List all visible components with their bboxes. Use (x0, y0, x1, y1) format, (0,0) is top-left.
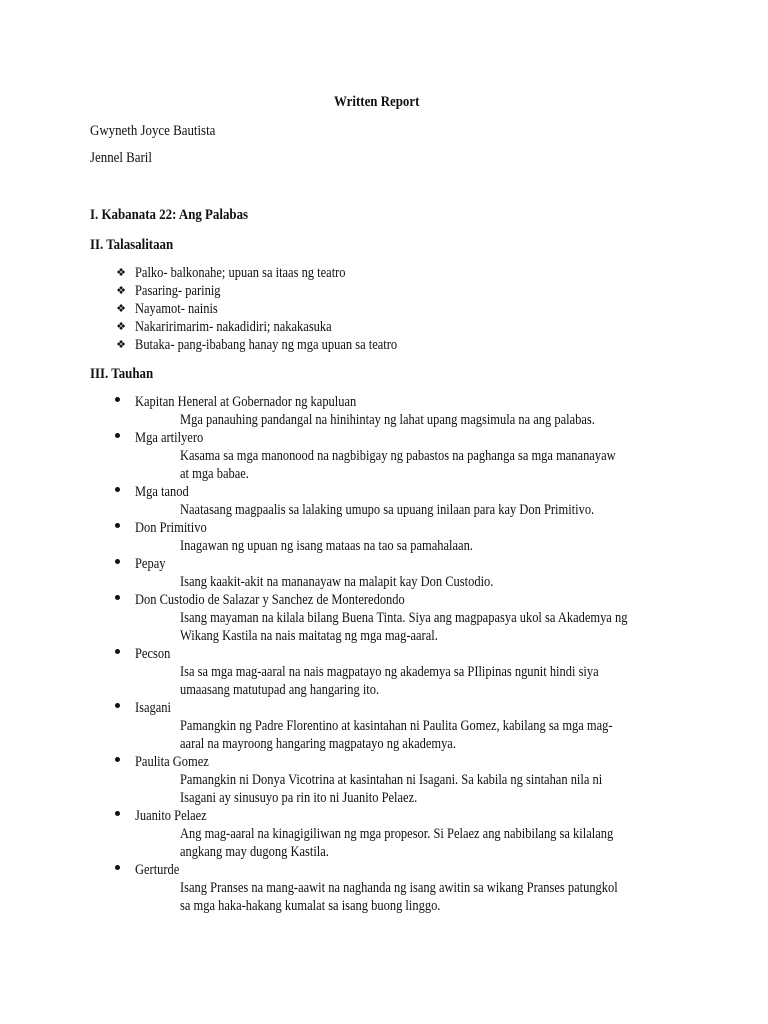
character-item (90, 645, 710, 699)
description-line-wrapper (180, 447, 710, 465)
character-description (90, 573, 710, 591)
bullet-icon (115, 559, 120, 564)
character-item (90, 429, 710, 483)
character-description-line: Pamangkin ni Donya Vicotrina at kasintahan ni Isagani. Sa kabila ng sintahan nila ni (180, 772, 603, 788)
character-name-text: Paulita Gomez (135, 754, 209, 770)
diamond-bullet-icon: ❖ (116, 321, 126, 333)
character-description-line: Ang mag-aaral na kinagigiliwan ng mga propesor. Si Pelaez ang nabibilang sa kilalang (180, 826, 614, 842)
description-line-wrapper (180, 771, 710, 789)
character-item (90, 699, 710, 753)
character-name-text: Don Primitivo (135, 520, 207, 536)
bullet-icon (115, 433, 120, 438)
description-line-wrapper (180, 789, 710, 807)
bullet-icon (115, 595, 120, 600)
description-line-wrapper (180, 879, 710, 897)
character-description (90, 663, 710, 699)
vocabulary-text: Butaka- pang-ibabang hanay ng mga upuan sa teatro (135, 337, 398, 353)
character-name (90, 645, 710, 663)
character-description-line: Naatasang magpaalis sa lalaking umupo sa upuang inilaan para kay Don Primitivo. (180, 502, 595, 518)
vocabulary-item (114, 264, 440, 282)
character-name (90, 591, 710, 609)
description-line-wrapper (180, 573, 710, 591)
vocabulary-item (114, 318, 440, 336)
character-description-line: aaral na mayroong hangaring magpatayo ng akademya. (180, 736, 456, 752)
character-item (90, 807, 710, 861)
character-description-line: Mga panauhing pandangal na hinihintay ng lahat upang magsimula na ang palabas. (180, 412, 595, 428)
description-line-wrapper (180, 501, 710, 519)
bullet-icon (115, 487, 120, 492)
bullet-icon (115, 649, 120, 654)
description-line-wrapper (180, 735, 710, 753)
character-name-text: Don Custodio de Salazar y Sanchez de Monteredondo (135, 592, 405, 608)
character-description (90, 609, 710, 645)
character-description-line: Pamangkin ng Padre Florentino at kasintahan ni Paulita Gomez, kabilang sa mga mag- (180, 718, 613, 734)
bullet-icon (115, 523, 120, 528)
vocabulary-item (114, 282, 440, 300)
character-name-text: Juanito Pelaez (135, 808, 207, 824)
character-description-line: at mga babae. (180, 466, 249, 482)
description-line-wrapper (180, 609, 710, 627)
character-name-text: Pepay (135, 556, 166, 572)
bullet-icon (115, 397, 120, 402)
description-line-wrapper (180, 627, 710, 645)
character-item (90, 393, 710, 429)
character-name (90, 807, 710, 825)
character-name (90, 393, 710, 411)
diamond-bullet-icon: ❖ (116, 285, 126, 297)
character-description (90, 447, 710, 483)
character-name (90, 753, 710, 771)
vocabulary-text: Pasaring- parinig (135, 283, 221, 299)
vocabulary-item (114, 300, 440, 318)
bullet-icon (115, 703, 120, 708)
diamond-bullet-icon: ❖ (116, 267, 126, 279)
character-item (90, 753, 710, 807)
character-name (90, 555, 710, 573)
character-name (90, 699, 710, 717)
character-name (90, 519, 710, 537)
character-description-line: Isagani ay sinusuyo pa rin ito ni Juanito Pelaez. (180, 790, 418, 806)
character-description-line: Isa sa mga mag-aaral na nais magpatayo ng akademya sa PIlipinas ngunit hindi siya (180, 664, 599, 680)
character-description (90, 501, 710, 519)
character-item (90, 483, 710, 519)
character-description-line: Isang Pranses na mang-aawit na naghanda ng isang awitin sa wikang Pranses patungkol (180, 880, 618, 896)
characters-list (90, 393, 710, 915)
character-description (90, 717, 710, 753)
character-description (90, 537, 710, 555)
bullet-icon (115, 757, 120, 762)
description-line-wrapper (180, 663, 710, 681)
author-name: Gwyneth Joyce Bautista (90, 123, 216, 139)
diamond-bullet-icon: ❖ (116, 303, 126, 315)
description-line-wrapper (180, 681, 710, 699)
character-description-line: Kasama sa mga manonood na nagbibigay ng pabastos na paghanga sa mga mananayaw (180, 448, 616, 464)
character-name (90, 483, 710, 501)
description-line-wrapper (180, 465, 710, 483)
description-line-wrapper (180, 843, 710, 861)
character-name-text: Kapitan Heneral at Gobernador ng kapuluan (135, 394, 357, 410)
document-title: Written Report (334, 94, 420, 110)
character-description (90, 825, 710, 861)
character-description-line: sa mga haka-hakang kumalat sa isang buong linggo. (180, 898, 441, 914)
character-item (90, 591, 710, 645)
character-description-line: Isang mayaman na kilala bilang Buena Tinta. Siya ang magpapasya ukol sa Akademya ng (180, 610, 628, 626)
character-description (90, 879, 710, 915)
character-name (90, 861, 710, 879)
vocabulary-text: Palko- balkonahe; upuan sa itaas ng teatro (135, 265, 346, 281)
character-name-text: Mga tanod (135, 484, 189, 500)
character-item (90, 519, 710, 555)
character-name-text: Gerturde (135, 862, 180, 878)
vocabulary-item (114, 336, 440, 354)
vocabulary-text: Nakaririmarim- nakadidiri; nakakasuka (135, 319, 332, 335)
character-item (90, 555, 710, 591)
character-description-line: umaasang matutupad ang hangaring ito. (180, 682, 380, 698)
character-name-text: Mga artilyero (135, 430, 204, 446)
diamond-bullet-icon: ❖ (116, 339, 126, 351)
character-item (90, 861, 710, 915)
section-heading-vocabulary: II. Talasalitaan (90, 237, 174, 253)
character-description (90, 771, 710, 807)
description-line-wrapper (180, 411, 710, 429)
character-name-text: Isagani (135, 700, 172, 716)
section-heading-chapter: I. Kabanata 22: Ang Palabas (90, 207, 249, 223)
character-name-text: Pecson (135, 646, 171, 662)
character-description-line: Wikang Kastila na nais maitatag ng mga mag-aaral. (180, 628, 438, 644)
vocabulary-text: Nayamot- nainis (135, 301, 218, 317)
bullet-icon (115, 865, 120, 870)
character-description-line: Inagawan ng upuan ng isang mataas na tao sa pamahalaan. (180, 538, 473, 554)
description-line-wrapper (180, 825, 710, 843)
section-heading-characters: III. Tauhan (90, 366, 154, 382)
author-name: Jennel Baril (90, 150, 152, 166)
character-description-line: angkang may dugong Kastila. (180, 844, 329, 860)
character-description-line: Isang kaakit-akit na mananayaw na malapit kay Don Custodio. (180, 574, 494, 590)
description-line-wrapper (180, 537, 710, 555)
vocabulary-list (114, 264, 440, 354)
description-line-wrapper (180, 717, 710, 735)
character-description (90, 411, 710, 429)
character-name (90, 429, 710, 447)
description-line-wrapper (180, 897, 710, 915)
bullet-icon (115, 811, 120, 816)
